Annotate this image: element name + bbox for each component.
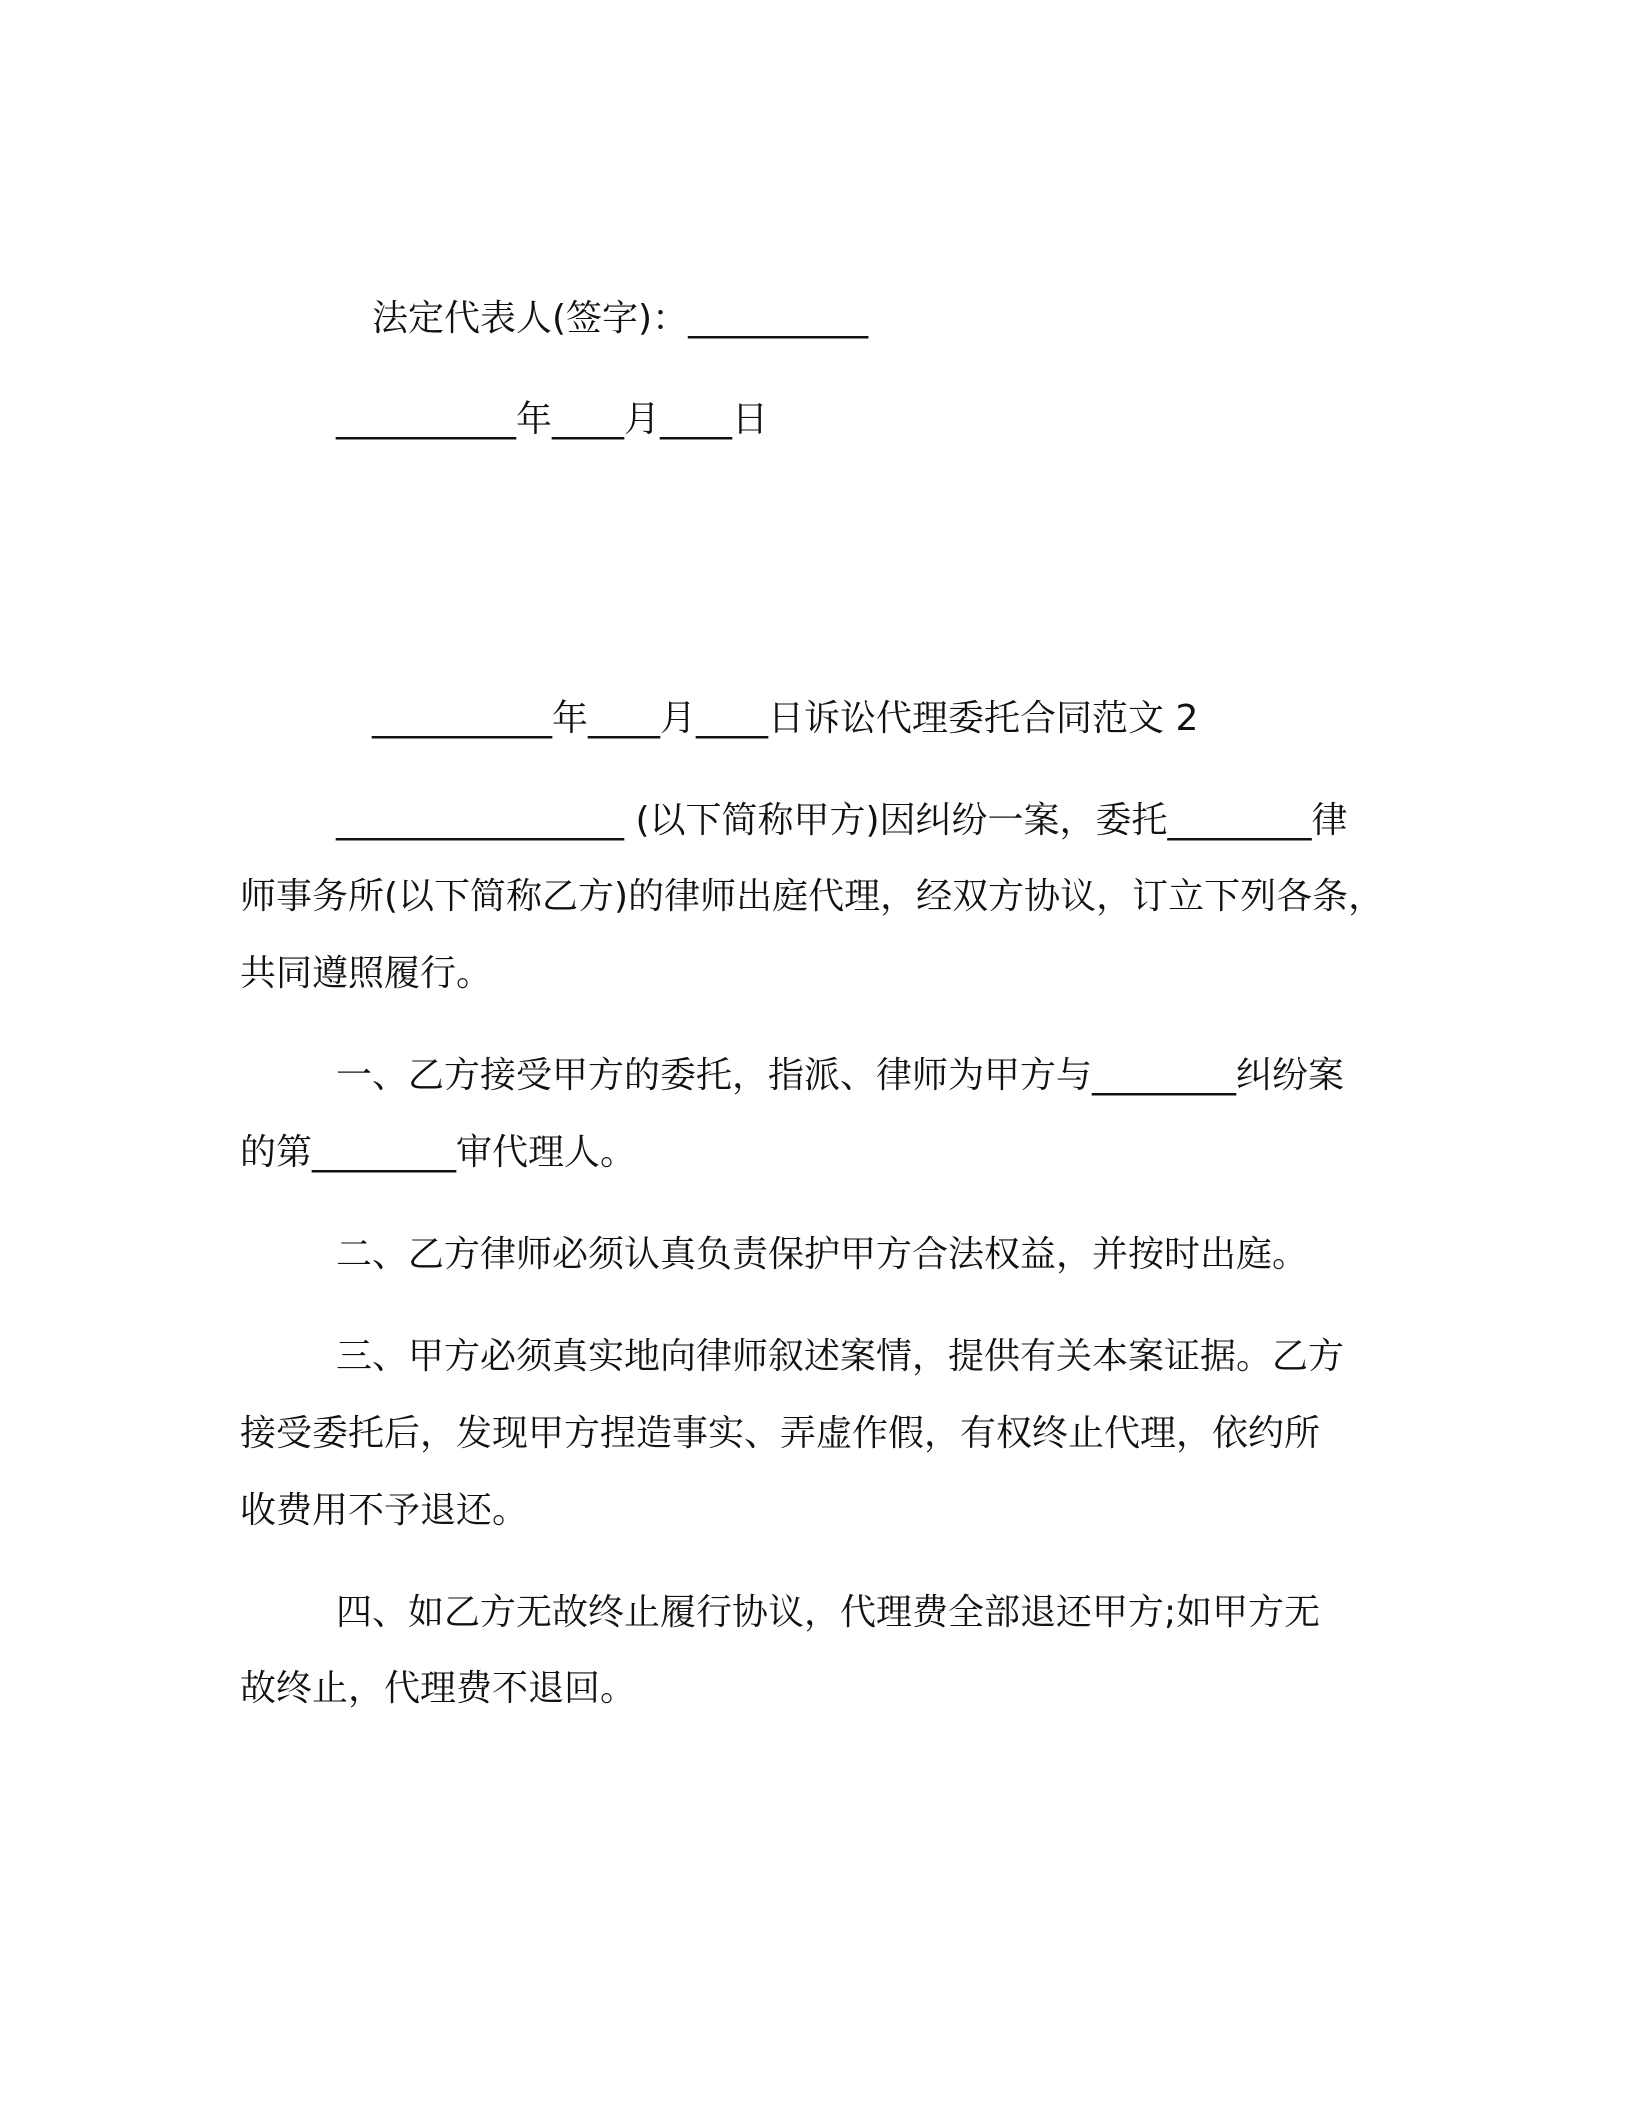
contract-title: __________年____月____日诉讼代理委托合同范文 2: [372, 698, 1199, 739]
clause-2-line-1: 二、乙方律师必须认真负责保护甲方合法权益，并按时出庭。: [336, 1234, 1309, 1275]
clause-4-line-2: 故终止，代理费不退回。: [240, 1668, 637, 1709]
clause-3-line-2: 接受委托后，发现甲方捏造事实、弄虚作假，有权终止代理，依约所: [240, 1413, 1321, 1454]
intro-line-1: ________________ (以下简称甲方)因纠纷一案，委托________律: [336, 800, 1348, 841]
clause-4-line-1: 四、如乙方无故终止履行协议，代理费全部退还甲方;如甲方无: [336, 1592, 1321, 1633]
date-line: __________年____月____日: [336, 399, 768, 440]
signature-line: 法定代表人(签字)：__________: [372, 298, 869, 339]
clause-3-line-3: 收费用不予退还。: [240, 1490, 529, 1531]
intro-line-2: 师事务所(以下简称乙方)的律师出庭代理，经双方协议，订立下列各条，: [240, 876, 1385, 917]
clause-3-line-1: 三、甲方必须真实地向律师叙述案情，提供有关本案证据。乙方: [336, 1336, 1345, 1377]
intro-line-3: 共同遵照履行。: [240, 953, 493, 994]
clause-1-line-1: 一、乙方接受甲方的委托，指派、律师为甲方与________纠纷案: [336, 1055, 1345, 1096]
clause-1-line-2: 的第________审代理人。: [240, 1132, 637, 1173]
